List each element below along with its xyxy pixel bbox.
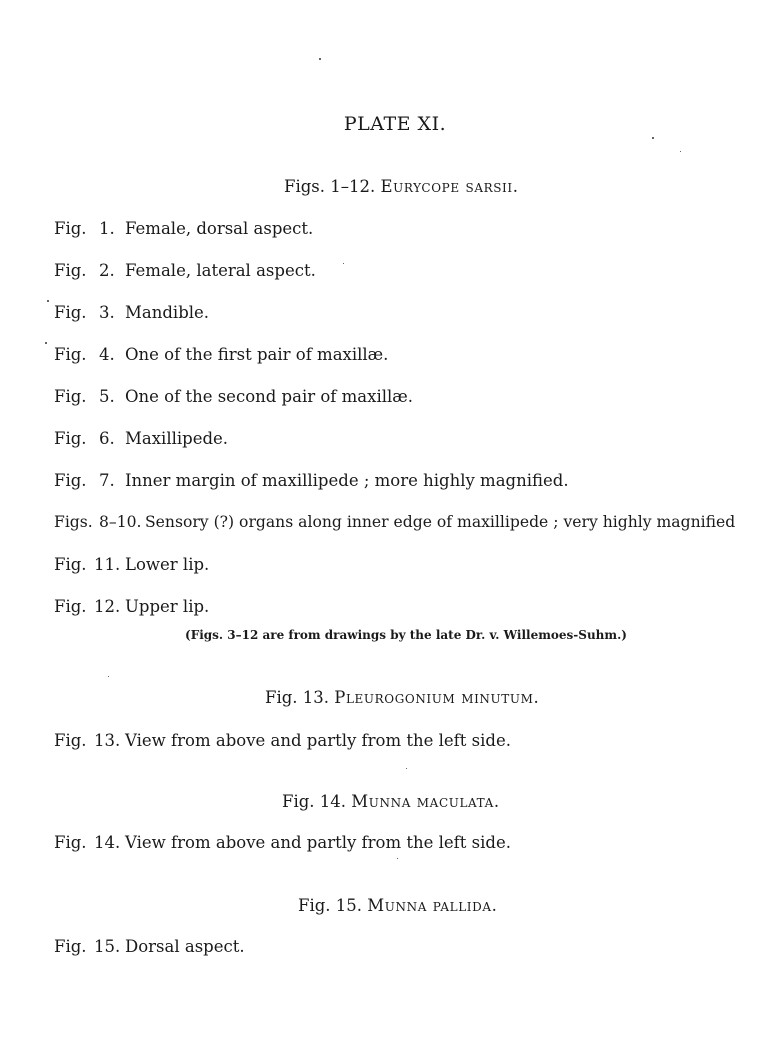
section-heading	[282, 792, 500, 811]
section-heading-prefix: Figs. 1–12.	[284, 177, 376, 196]
entry-label: Fig.	[54, 387, 87, 406]
entry-label: Fig.	[54, 833, 87, 852]
entry-number: 13.	[94, 731, 121, 750]
entry-number: 5.	[99, 387, 115, 406]
section-heading-prefix: Fig. 14.	[282, 792, 347, 811]
entry-number: 8–10.	[99, 513, 142, 531]
scan-speck	[406, 768, 407, 769]
entry-text: Maxillipede.	[125, 429, 229, 448]
entry-number: 6.	[99, 429, 115, 448]
section-heading	[284, 177, 519, 196]
figure-entry	[54, 261, 316, 280]
entry-text: Dorsal aspect.	[125, 937, 245, 956]
entry-label: Fig.	[54, 303, 87, 322]
entry-label: Fig.	[54, 937, 87, 956]
figure-entry	[54, 833, 511, 852]
entry-label: Fig.	[54, 731, 87, 750]
entry-number: 3.	[99, 303, 115, 322]
figure-entry	[54, 345, 388, 364]
scan-speck	[652, 137, 654, 139]
section-heading-prefix: Fig. 15.	[298, 896, 363, 915]
entry-number: 1.	[99, 219, 115, 238]
section-heading-species: Eurycope sarsii.	[380, 177, 519, 196]
entry-text: Female, dorsal aspect.	[125, 219, 314, 238]
scan-speck	[319, 58, 321, 60]
section-heading-species: Munna pallida.	[367, 896, 498, 915]
figure-entry	[54, 937, 245, 956]
entry-text: Lower lip.	[125, 555, 210, 574]
scan-speck	[343, 263, 344, 264]
scan-speck	[108, 676, 109, 677]
entry-label: Fig.	[54, 261, 87, 280]
figure-entry	[54, 597, 209, 616]
entry-text: Sensory (?) organs along inner edge of maxillipede ; very highly magnified	[145, 513, 736, 531]
entry-text: One of the first pair of maxillæ.	[125, 345, 389, 364]
scan-speck	[47, 300, 49, 302]
figure-entry	[54, 731, 511, 750]
entry-label: Fig.	[54, 555, 87, 574]
entry-label: Fig.	[54, 429, 87, 448]
figure-entry	[54, 555, 209, 574]
entry-label: Figs.	[54, 513, 93, 531]
entry-number: 14.	[94, 833, 121, 852]
section-heading	[265, 688, 539, 707]
entry-text: Upper lip.	[125, 597, 210, 616]
entry-text: Inner margin of maxillipede ; more highly magnified.	[125, 471, 569, 490]
entry-text: View from above and partly from the left side.	[125, 833, 511, 852]
entry-text: Mandible.	[125, 303, 210, 322]
scan-speck	[680, 151, 681, 152]
section-heading	[298, 896, 497, 915]
entry-label: Fig.	[54, 597, 87, 616]
entry-number: 12.	[94, 597, 121, 616]
figure-entry	[54, 513, 735, 531]
plate-title: PLATE XI.	[343, 113, 447, 135]
figure-entry	[54, 387, 413, 406]
entry-text: One of the second pair of maxillæ.	[125, 387, 414, 406]
section-heading-species: Munna maculata.	[351, 792, 500, 811]
entry-number: 15.	[94, 937, 121, 956]
entry-label: Fig.	[54, 219, 87, 238]
entry-number: 7.	[99, 471, 115, 490]
entry-text: View from above and partly from the left side.	[125, 731, 511, 750]
entry-number: 4.	[99, 345, 115, 364]
section-heading-prefix: Fig. 13.	[265, 688, 330, 707]
entry-label: Fig.	[54, 471, 87, 490]
source-note: (Figs. 3–12 are from drawings by the late Dr. v. Willemoes-Suhm.)	[185, 628, 627, 642]
figure-entry	[54, 471, 569, 490]
entry-text: Female, lateral aspect.	[125, 261, 316, 280]
entry-label: Fig.	[54, 345, 87, 364]
entry-number: 11.	[94, 555, 121, 574]
figure-entry	[54, 219, 313, 238]
figure-entry	[54, 303, 209, 322]
scan-speck	[45, 342, 47, 344]
section-heading-species: Pleurogonium minutum.	[334, 688, 540, 707]
scan-speck	[397, 858, 398, 859]
entry-number: 2.	[99, 261, 115, 280]
figure-entry	[54, 429, 228, 448]
